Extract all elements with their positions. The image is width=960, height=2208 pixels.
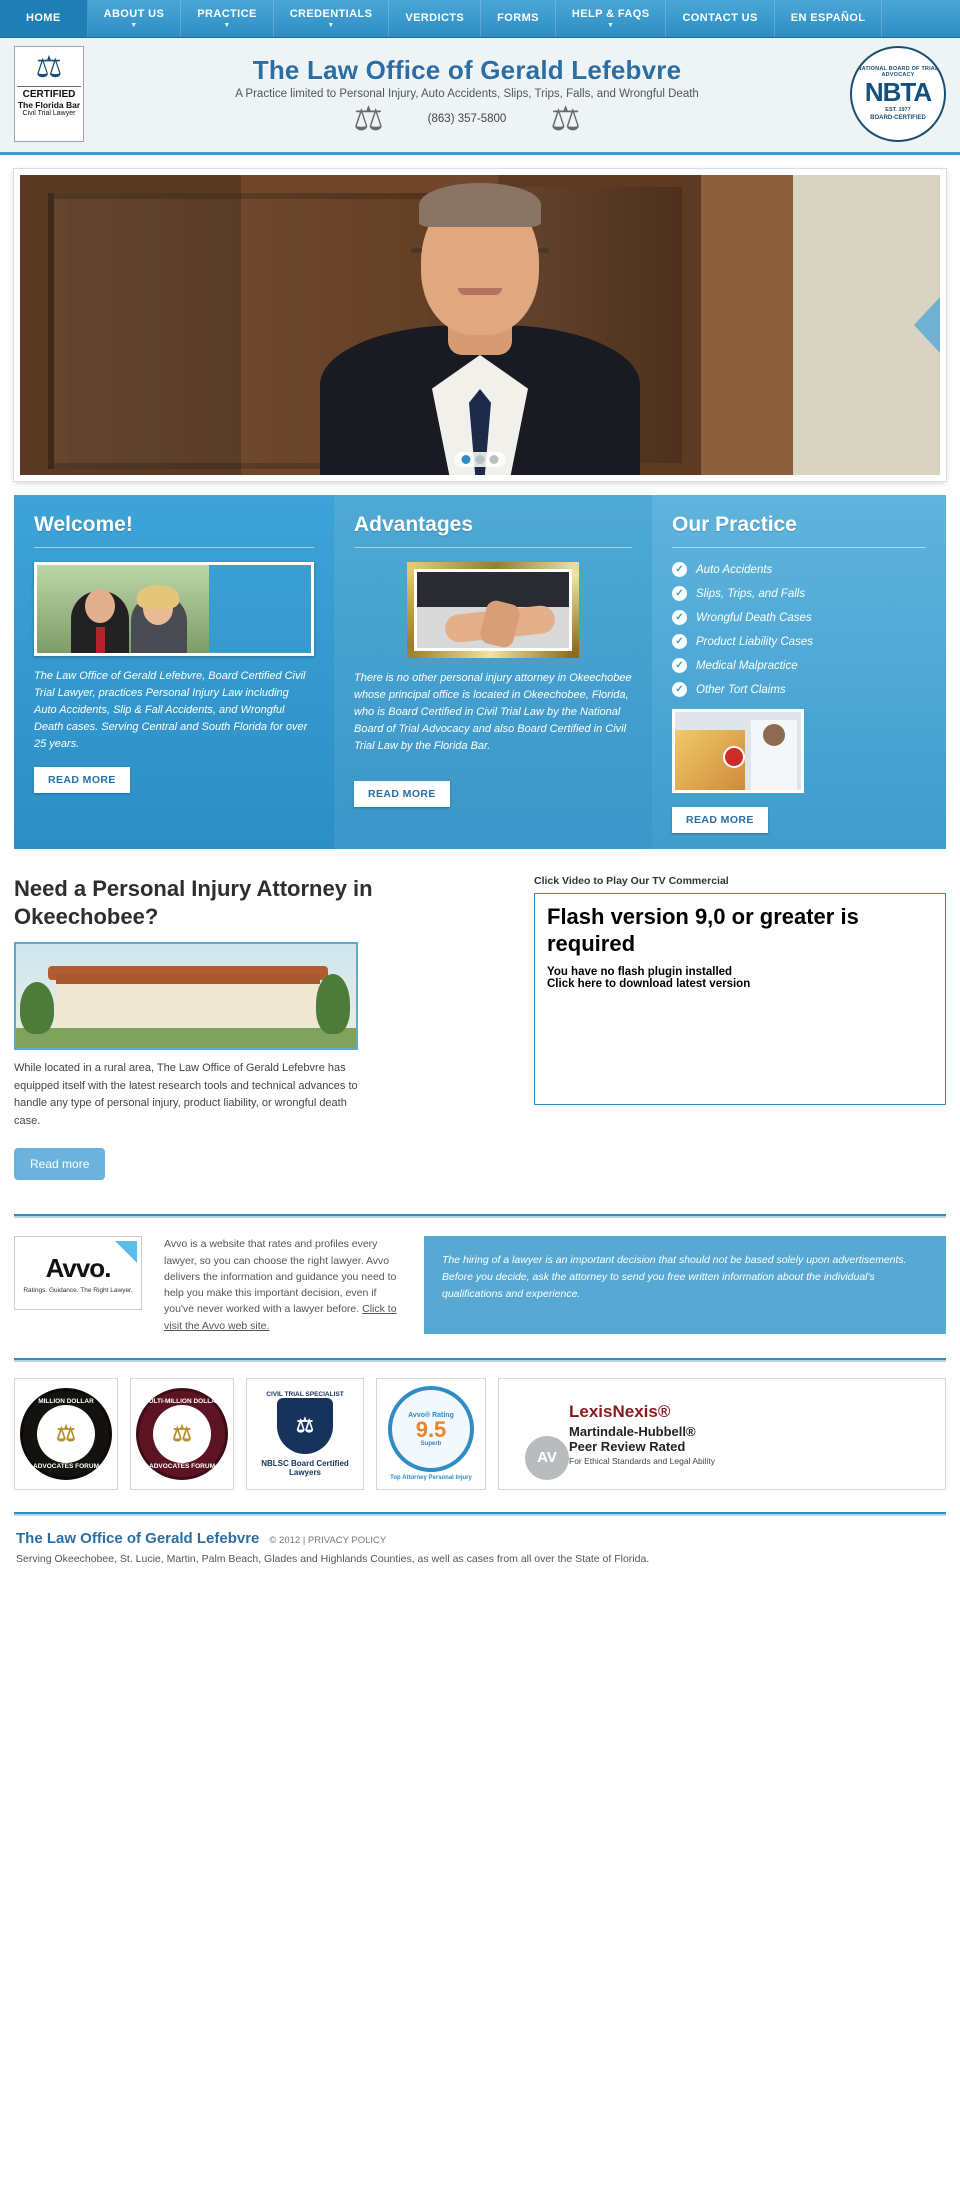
practice-item-label: Other Tort Claims [696,683,786,696]
avvo-description [164,1236,402,1334]
list-item[interactable] [672,586,926,601]
phone-number[interactable]: (863) 357-5800 [427,112,507,125]
middle-left-column [14,875,494,1180]
header-subtitle: A Practice limited to Personal Injury, Auto Accidents, Slips, Trips, Falls, and Wrongful Death [235,87,699,100]
middle-body-text: While located in a rural area, The Law Office of Gerald Lefebvre has equipped itself with the latest research tools and technical advances to handle any type of personal injury, product liability, or wrongful death case. [14,1062,358,1127]
nblsc-top-label: CIVIL TRIAL SPECIALIST [266,1390,344,1398]
middle-heading: Need a Personal Injury Attorney in Okeechobee? [14,876,373,929]
list-item[interactable] [672,634,926,649]
avvo-website-link[interactable]: Click to visit the Avvo web site. [164,1303,397,1332]
nav-item-home[interactable] [0,0,88,37]
nbta-ring-text: NATIONAL BOARD OF TRIAL ADVOCACY [857,66,939,79]
avvo-logo-word: Avvo. [45,1252,111,1283]
nbta-caption: BOARD-CERTIFIED [870,115,926,122]
award-top-label: MULTI-MILLION DOLLAR [143,1397,221,1405]
award-nblsc-board-certified[interactable] [246,1378,364,1490]
million-dollar-seal-icon [20,1388,112,1480]
flash-download-link[interactable]: Click here to download latest version [547,977,751,990]
welcome-read-more-button[interactable]: READ MORE [34,767,130,793]
nav-item-help-faqs[interactable] [556,0,667,37]
award-bottom-label: ADVOCATES FORUM [33,1462,99,1470]
middle-section [0,849,960,1198]
advantages-read-more-button[interactable]: READ MORE [354,781,450,807]
lady-justice-statue-icon: ⚖ [550,99,581,138]
avvo-description-text: Avvo is a website that rates and profiles every lawyer, so you can choose the right lawyer. Avvo delivers the information and guidance you need to help you make this important decision, even if you've never worked with a lawyer before. [164,1238,397,1316]
avvo-kite-icon [115,1241,137,1263]
panel-advantages-body: There is no other personal injury attorney in Okeechobee whose principal office is located in Okeechobee, Florida, who is Board Certified in Civil Trial Law by the National Board of Trial Advocacy and also Board Certified in Civil Trial Law by the Florida Bar. [354,672,632,753]
panel-welcome-title: Welcome! [34,513,133,536]
nav-item-label: CREDENTIALS [289,7,373,20]
list-item[interactable] [672,658,926,673]
award-lexisnexis-martindale-hubbell[interactable] [498,1378,946,1490]
avvo-rating-value: 9.5 [415,1416,447,1442]
badge-bar-label: The Florida Bar [17,99,81,110]
header-center [84,53,850,136]
nav-item-forms[interactable] [481,0,556,37]
avvo-logo-tagline: Ratings. Guidance. The Right Lawyer. [23,1286,133,1294]
nav-item-label: EN ESPAÑOL [790,12,866,25]
divider [672,547,926,548]
practice-item-label: Wrongful Death Cases [696,611,812,624]
attorney-portrait-image [315,175,645,475]
handshake-photo-image [407,562,579,658]
florida-bar-certified-badge [14,46,84,142]
nav-item-label: PRACTICE [197,7,257,20]
site-header [0,38,960,155]
badge-certified-label: CERTIFIED [17,86,81,101]
nbta-mark: NBTA [864,77,932,108]
practice-area-list [672,562,926,697]
nbta-board-certified-badge [850,46,946,142]
lexisnexis-brand: LexisNexis® [569,1401,671,1421]
nblsc-crest-icon: ⚖ [277,1398,333,1454]
practice-item-label: Auto Accidents [696,563,773,576]
peer-review-sublabel: For Ethical Standards and Legal Ability [569,1455,716,1466]
hero-section [0,155,960,481]
feature-panels [14,495,946,849]
awards-row [0,1362,960,1512]
footer-service-area: Serving Okeechobee, St. Lucie, Martin, Palm Beach, Glades and Highlands Counties, as well as cases from all over the State of Florida. [16,1552,650,1565]
chevron-down-icon: ▼ [130,21,138,29]
main-navigation [0,0,960,38]
martindale-brand: Martindale-Hubbell® [569,1423,696,1439]
nav-item-contact-us[interactable] [666,0,774,37]
scales-of-justice-icon: ⚖ [35,51,63,84]
panel-welcome-body: The Law Office of Gerald Lefebvre, Board Certified Civil Trial Lawyer, practices Personal Injury Law including Auto Accidents, Slip & Fall Accidents, and Wrongful Death cases. Serving Central and South Florida for over 25 years. [34,670,308,751]
page-title: The Law Office of Gerald Lefebvre [252,54,682,85]
practice-read-more-button[interactable]: READ MORE [672,807,768,833]
lady-justice-statue-icon: ⚖ [353,99,384,138]
check-circle-icon: ✓ [672,610,687,625]
flash-video-player[interactable] [534,893,946,1105]
panel-welcome [14,495,334,849]
lexisnexis-content [513,1402,715,1466]
legal-disclaimer: The hiring of a lawyer is an important decision that should not be based solely upon advertisements. Before you decide, ask the attorney to send you free written information about the individual's qualifications and experience. [424,1236,946,1334]
award-top-label: MILLION DOLLAR [38,1397,94,1405]
nav-item-label: CONTACT US [682,12,758,25]
nav-item-label: VERDICTS [405,12,465,25]
medical-photo-image [672,709,804,793]
nblsc-bottom-label: NBLSC Board Certified Lawyers [261,1458,349,1477]
peer-review-label: Peer Review Rated [569,1438,686,1454]
couple-photo-image [37,565,209,653]
award-multi-million-dollar-advocates-forum[interactable] [130,1378,234,1490]
chevron-down-icon: ▼ [606,21,615,29]
nav-item-credentials[interactable] [274,0,390,37]
avvo-rating-label: Avvo® Rating [408,1411,454,1419]
header-phone-row [94,99,840,138]
nav-item-verdicts[interactable] [389,0,481,37]
panel-practice-title: Our Practice [672,513,797,536]
flash-required-heading: Flash version 9,0 or greater is required [547,904,859,956]
av-rating-icon: AV [525,1436,569,1480]
footer-firm-name: The Law Office of Gerald Lefebvre [16,1529,260,1547]
check-circle-icon: ✓ [672,586,687,601]
check-circle-icon: ✓ [672,682,687,697]
slider-next-arrow-icon[interactable] [914,297,940,353]
avvo-rating-badge [388,1386,474,1472]
avvo-rating-caption: Superb [420,1440,442,1447]
panel-practice [652,495,946,849]
video-caption: Click Video to Play Our TV Commercial [534,875,729,887]
site-footer [0,1516,960,1589]
nbta-est: EST. 1977 [885,107,911,114]
avvo-rating-footer: Top Attorney Personal Injury [390,1475,472,1482]
divider [34,547,314,548]
check-circle-icon: ✓ [672,658,687,673]
practice-item-label: Product Liability Cases [696,635,813,648]
panel-advantages [334,495,652,849]
list-item[interactable] [672,562,926,577]
check-circle-icon: ✓ [672,634,687,649]
panel-advantages-title: Advantages [354,513,474,536]
nav-item-practice[interactable] [181,0,273,37]
nav-item-label: FORMS [497,12,539,25]
award-avvo-rating[interactable] [376,1378,486,1490]
nav-item-about-us[interactable] [88,0,182,37]
multi-million-dollar-seal-icon [136,1388,228,1480]
divider [354,547,632,548]
practice-item-label: Slips, Trips, and Falls [696,587,806,600]
slider-dot-2[interactable] [476,455,485,464]
middle-read-more-button[interactable]: Read more [14,1148,105,1180]
nav-item-label: HOME [26,12,61,25]
slider-pagination[interactable] [455,452,506,467]
office-building-photo-image [14,942,358,1050]
award-bottom-label: ADVOCATES FORUM [149,1462,215,1470]
flash-missing-text: You have no flash plugin installed [547,965,733,978]
badge-civil-trial-label: Civil Trial Lawyer [22,110,76,118]
check-circle-icon: ✓ [672,562,687,577]
award-million-dollar-advocates-forum[interactable] [14,1378,118,1490]
nav-item-label: ABOUT US [103,7,165,20]
list-item[interactable] [672,610,926,625]
avvo-section [0,1218,960,1354]
slider-dot-3[interactable] [490,455,499,464]
avvo-logo [14,1236,142,1310]
nav-item-en-espanol[interactable] [775,0,883,37]
scales-icon: ⚖ [153,1405,211,1463]
practice-item-label: Medical Malpractice [696,659,798,672]
hero-slider[interactable] [14,169,946,481]
chevron-down-icon: ▼ [327,21,335,29]
scales-icon: ⚖ [37,1405,95,1463]
nav-item-label: HELP & FAQS [571,7,650,20]
chevron-down-icon: ▼ [223,21,231,29]
footer-copyright[interactable]: © 2012 | PRIVACY POLICY [269,1534,387,1546]
middle-right-column [534,875,946,1180]
welcome-photo-frame [34,562,314,656]
list-item[interactable] [672,682,926,697]
slider-dot-1[interactable] [462,455,471,464]
